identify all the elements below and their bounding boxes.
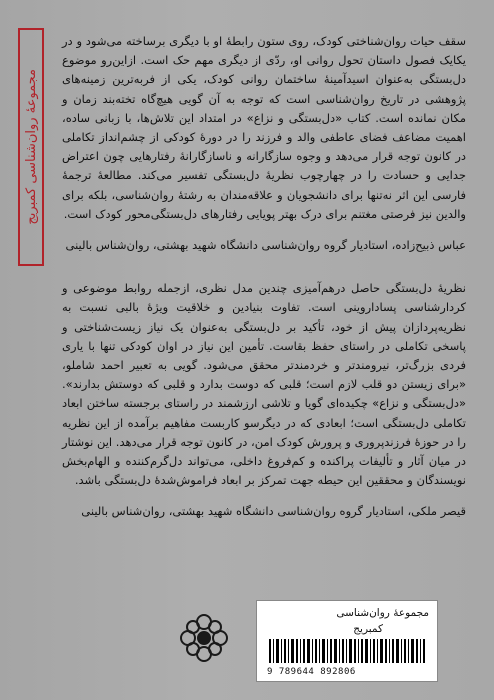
signature-2: قیصر ملکی، استادیار گروه روان‌شناسی دانشگاه شهید بهشتی، روان‌شناس بالینی xyxy=(81,504,466,519)
barcode-bars xyxy=(267,625,427,663)
isbn-number: 9 789644 892806 xyxy=(267,667,356,677)
series-label-frame xyxy=(18,28,44,266)
barcode-panel xyxy=(256,600,438,682)
barcode-series-title: مجموعهٔ روان‌شناسی xyxy=(336,607,429,619)
barcode-series-subtitle: کمبریج xyxy=(353,623,383,635)
signature-1: عباس ذبیح‌زاده، استادیار گروه روان‌شناسی دانشگاه شهید بهشتی، روان‌شناس بالینی xyxy=(65,238,466,253)
cover-text xyxy=(62,32,466,522)
series-label: مجموعهٔ روان‌شناسی کمبریج xyxy=(23,69,39,225)
flower-emblem-icon xyxy=(174,608,234,668)
blurb-paragraph-2: نظریهٔ دل‌بستگی حاصل درهم‌آمیزی چندین مدل نظری، ازجمله روابط موضوعی و کردارشناسی پساداروینی است. تفاوت بنیادین و خلاقیت ویژهٔ بالبی نسبت به نظریه‌پردازان پیش از خود، تأکید بر دل‌بستگی به‌عنوان یک نیاز زیست‌شناختی و پاسخی تکاملی در راستای حفظ بقاست. تأمین این نیاز در اوان کودکی تنها با یاری فردی بزرگ‌تر، نیرومندتر و خردمندتر محقق می‌شود. گویی به تعبیر احمد شاملو، «برای زیستن دو قلب لازم است؛ قلبی که دوست بدارد و قلبی که دوستش بدارند». «دل‌بستگی و نزاع» چکیده‌ای گویا و تلاشی ارزشمند در راستای برجسته ساختن ابعاد تکاملی دل‌بستگی است؛ ابعادی که در دیگرسو کاربست مفاهیم برآمده از این نظریه را در حوزهٔ فرزندپروری و پرورش کودک امن، در کانون توجه قرار می‌دهد. این نوشتار در میان آثار و تألیفات پراکنده و کم‌فروغ داخلی، می‌تواند دل‌گرم‌کننده و الهام‌بخش نویسندگان و محققین این حیطه جهت تمرکز بر ابعاد فراموش‌شدهٔ دل‌بستگی باشد. xyxy=(62,281,466,488)
blurb-paragraph-1: سقف حیات روان‌شناختی کودک، روی ستون رابطهٔ او با دیگری برساخته می‌شود و در یکایک فصول داستان تحول روانی او، ردّی از دیگری مهم حک است. ازاین‌رو موضوع دل‌بستگی به‌عنوان اسیدآمینهٔ ساختمان روانی کودک، یکی از فربه‌ترین زمینه‌های پژوهشی در تاریخ روان‌شناسی است که توجه به آن گویی هیچ‌گاه تخته‌بند زمان و مکان نمانده است. کتاب «دل‌بستگی و نزاع» در امتداد این تلاش‌ها، با زبانی ساده، اهمیت مضاعف فضای عاطفی والد و فرزند را در دورهٔ کودکی از چشم‌انداز تکاملی در کانون توجه قرار می‌دهد و وجوه سازگارانه و ناسازگارانهٔ رفتارهایی چون اعتراض جدایی و حسادت را در چهارچوب نظریهٔ دل‌بستگی تفسیر می‌کند. مطالعهٔ ترجمهٔ فارسی این اثر نه‌تنها برای دانشجویان و علاقه‌مندان به رشتهٔ روان‌شناسی، بلکه برای والدین نیز فرصتی مغتنم برای درک بهتر پویایی رفتارهای دل‌بستگی‌محور کودک است. xyxy=(62,34,466,221)
